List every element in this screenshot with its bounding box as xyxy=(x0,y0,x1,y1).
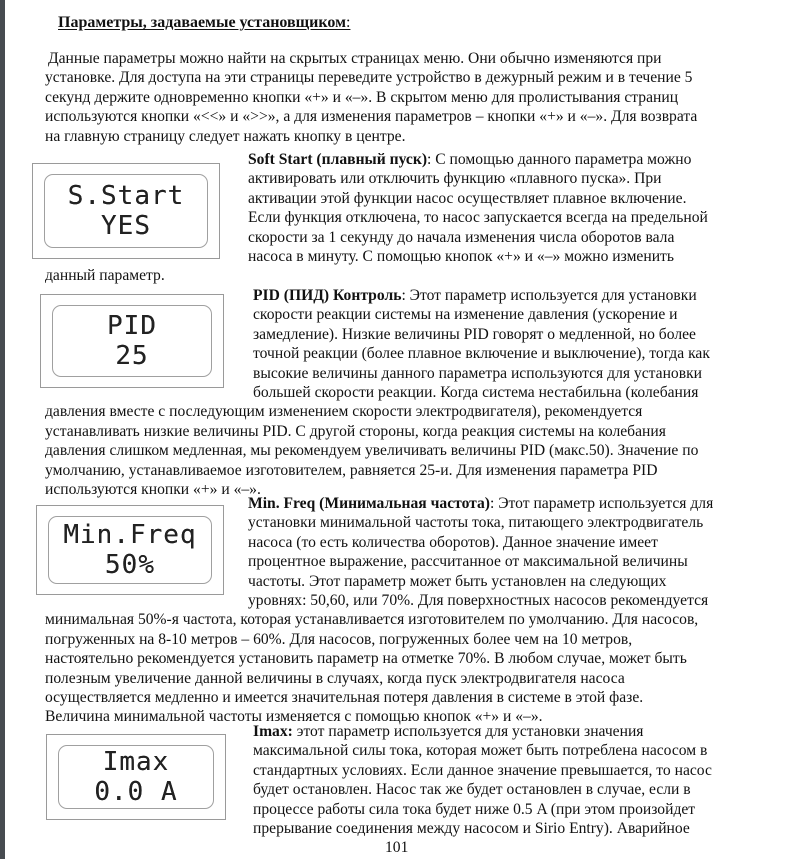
section-heading: Min. Freq (Минимальная частота) xyxy=(248,495,490,512)
section-line: максимальной силы тока, которая может быть потреблена насосом в xyxy=(253,742,708,760)
section-line: настоятельно рекомендуется установить параметр на отметке 70%. В любом случае, может быть xyxy=(45,650,687,668)
section-imax xyxy=(45,722,751,838)
section-pid xyxy=(45,286,751,499)
intro-line: на главную страницу следует нажать кнопку в центре. xyxy=(45,127,406,145)
lcd-line-1: PID xyxy=(107,311,157,341)
page-title-text: Параметры, задаваемые установщиком xyxy=(58,14,346,31)
section-line: скорости реакции системы на изменение давления (ускорение и xyxy=(253,306,678,324)
section-line: Если функция отключена, то насос запускается всегда на предельной xyxy=(248,209,708,227)
section-line: давления слишком медленная, мы рекомендуем увеличивать величины PID (макс.50). Значение по xyxy=(45,442,699,460)
section-text: : Этот параметр используется для xyxy=(490,495,714,512)
section-heading: Soft Start (плавный пуск) xyxy=(248,151,428,168)
intro-line: Данные параметры можно найти на скрытых страницах меню. Они обычно изменяются при xyxy=(48,50,662,67)
section-line: замедление). Низкие величины PID говорят о медленной, но более xyxy=(253,325,696,343)
section-line: прерывание соединения между насосом и Sirio Entry). Аварийное xyxy=(253,820,690,838)
lcd-line-2: YES xyxy=(101,211,151,241)
section-heading: Imax: xyxy=(253,723,293,740)
section-line: скорости за 1 секунду до начала изменения числа оборотов вала xyxy=(248,228,675,246)
section-line: активировать или отключить функцию «плавного пуска». При xyxy=(248,170,662,188)
intro-paragraph xyxy=(45,49,751,146)
section-line xyxy=(248,494,751,513)
lcd-line-2: 25 xyxy=(115,341,149,371)
section-line: погруженных на 8-10 метров – 60%. Для насосов, погруженных более чем на 10 метров, xyxy=(45,630,633,648)
section-line: осуществляется медленно и имеется значительная потеря давления в системе в этой фазе. xyxy=(45,689,644,707)
section-line: Величина минимальной частоты изменяется с помощью кнопок «+» и «–». xyxy=(45,708,543,726)
section-text: этот параметр используется для установки значения xyxy=(292,723,644,740)
lcd-line-1: Min.Freq xyxy=(63,520,197,550)
section-min-freq xyxy=(45,494,751,727)
section-line: установки минимальной частоты тока, питающего электродвигатель xyxy=(248,514,704,532)
page-number: 101 xyxy=(385,839,409,856)
section-line: стандартных условиях. Если данное значение превышается, то насос xyxy=(253,761,712,779)
section-text: : Этот параметр используется для установки xyxy=(401,287,697,304)
section-line: будет остановлен. Насос так же будет остановлен в случае, если в xyxy=(253,781,691,799)
section-soft-start xyxy=(45,150,751,286)
section-line: частоты. Этот параметр может быть установлен на следующих xyxy=(248,572,667,590)
section-line xyxy=(253,722,751,741)
section-line: высокие величины данного параметра используются для установки xyxy=(253,364,702,382)
lcd-line-1: Imax xyxy=(102,747,170,777)
section-line: уровнях: 50,60, или 70%. Для поверхностных насосов рекомендуется xyxy=(248,592,709,610)
lcd-line-1: S.Start xyxy=(67,181,185,211)
section-line: данный параметр. xyxy=(45,267,165,285)
section-line: процентное выражение, рассчитанное от максимальной величины xyxy=(248,553,688,571)
page-title-colon: : xyxy=(346,14,351,31)
intro-line: используются кнопки «<<» и «>>», а для изменения параметров – кнопки «+» и «–». Для возврата xyxy=(45,108,698,126)
viewer-left-border xyxy=(0,0,5,859)
section-line: насоса (то есть количества оборотов). Данное значение имеет xyxy=(248,533,658,551)
section-line: умолчанию, устанавливаемое изготовителем, равняется 25-и. Для изменения параметра PID xyxy=(45,461,658,479)
section-line: полезным увеличение данной величины в случаях, когда пуск электродвигателя насоса xyxy=(45,669,625,687)
section-line: большей скорости реакции. Когда система нестабильна (колебания xyxy=(253,384,699,402)
section-line: активации этой функции насос осуществляет плавное включение. xyxy=(248,189,687,207)
lcd-line-2: 0.0 A xyxy=(94,777,178,807)
section-line: используются кнопки «+» и «–». xyxy=(45,481,261,499)
section-line: давления вместе с последующим изменением скорости электродвигателя), рекомендуется xyxy=(45,403,643,421)
intro-line: секунд держите одновременно кнопки «+» и «–». В скрытом меню для пролистывания страниц xyxy=(45,88,679,106)
page-title xyxy=(58,13,350,32)
section-line: точной реакции (более плавное включение и выключение), тогда как xyxy=(253,345,710,363)
lcd-line-2: 50% xyxy=(105,550,155,580)
section-heading: PID (ПИД) Контроль xyxy=(253,287,402,304)
intro-line: установке. Для доступа на эти страницы переведите устройство в дежурный режим и в течение 5 xyxy=(45,69,693,87)
section-line: процессе работы сила тока будет ниже 0.5 A (при этом произойдет xyxy=(253,800,696,818)
section-line: устанавливать низкие величины PID. С другой стороны, когда реакция системы на колебания xyxy=(45,422,666,440)
section-line xyxy=(248,150,751,169)
section-line: минимальная 50%-я частота, которая устанавливается изготовителем по умолчанию. Для насосов, xyxy=(45,611,699,629)
section-line: насоса в минуту. С помощью кнопок «+» и «–» можно изменить xyxy=(248,248,674,266)
section-text: : С помощью данного параметра можно xyxy=(427,151,692,168)
section-line xyxy=(253,286,751,305)
